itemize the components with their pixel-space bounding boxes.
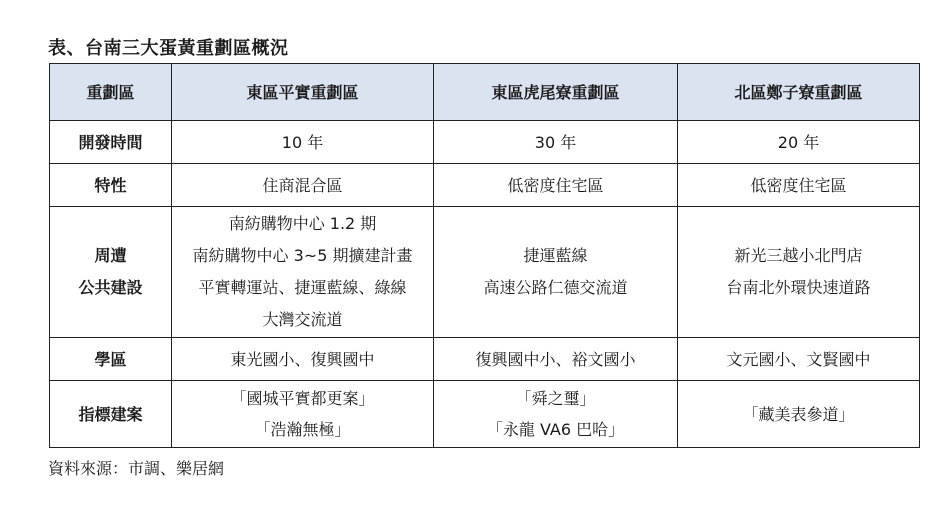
- table-cell: 文元國小、文賢國中: [678, 338, 920, 381]
- table-row: [50, 121, 920, 164]
- source-note: 資料來源：市調、樂居網: [48, 459, 225, 478]
- table-cell: 復興國中小、裕文國小: [434, 338, 678, 381]
- table-title: 表、台南三大蛋黃重劃區概況: [48, 38, 289, 59]
- row-label: 周遭 公共建設: [50, 207, 172, 338]
- table-cell: 住商混合區: [172, 164, 434, 207]
- table-row: [50, 381, 920, 448]
- header-cell: 東區平實重劃區: [172, 64, 434, 121]
- header-cell: 重劃區: [50, 64, 172, 121]
- table-row: [50, 164, 920, 207]
- row-label: 指標建案: [50, 381, 172, 448]
- table-cell: 20 年: [678, 121, 920, 164]
- table-row: [50, 207, 920, 338]
- table-cell: 10 年: [172, 121, 434, 164]
- table-cell: 低密度住宅區: [678, 164, 920, 207]
- table-cell: 新光三越小北門店 台南北外環快速道路: [678, 207, 920, 338]
- row-label: 特性: [50, 164, 172, 207]
- row-label: 開發時間: [50, 121, 172, 164]
- table-cell: 南紡購物中心 1.2 期 南紡購物中心 3~5 期擴建計畫 平實轉運站、捷運藍線、綠線 大灣交流道: [172, 207, 434, 338]
- table-cell: 30 年: [434, 121, 678, 164]
- table-cell: 捷運藍線 高速公路仁德交流道: [434, 207, 678, 338]
- overview-table: [49, 63, 920, 448]
- header-cell: 東區虎尾寮重劃區: [434, 64, 678, 121]
- table-cell: 「國城平實都更案」 「浩瀚無極」: [172, 381, 434, 448]
- table-cell: 「舜之璽」 「永龍 VA6 巴哈」: [434, 381, 678, 448]
- header-row: [50, 64, 920, 121]
- table-row: [50, 338, 920, 381]
- table-cell: 低密度住宅區: [434, 164, 678, 207]
- table-cell: 東光國小、復興國中: [172, 338, 434, 381]
- header-cell: 北區鄭子寮重劃區: [678, 64, 920, 121]
- row-label: 學區: [50, 338, 172, 381]
- table-cell: 「藏美表參道」: [678, 381, 920, 448]
